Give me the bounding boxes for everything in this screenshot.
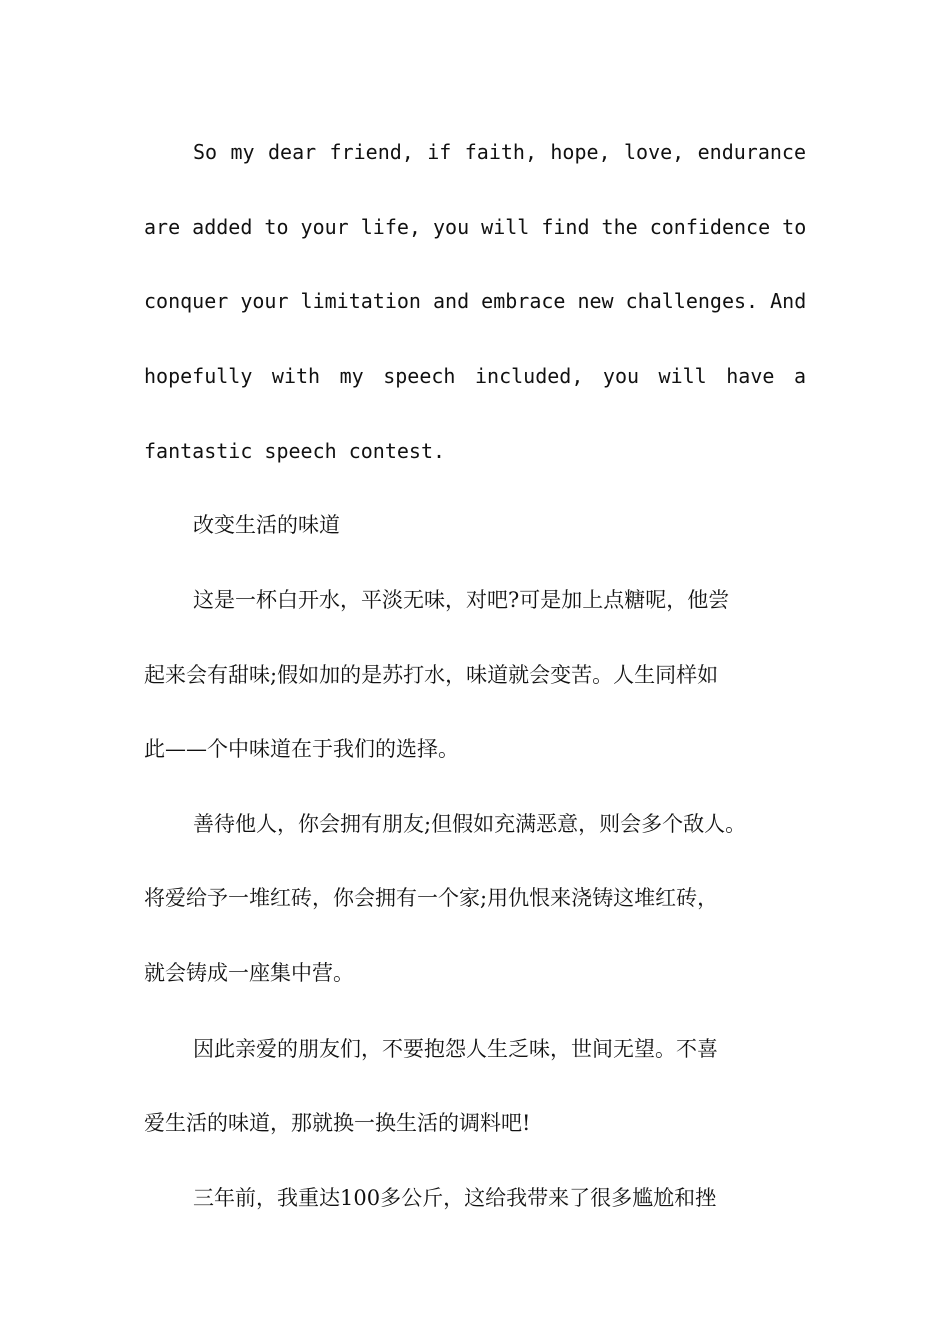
paragraph-line: are added to your life, you will find the confidence to: [144, 215, 807, 239]
paragraph-line: 因此亲爱的朋友们，不要抱怨人生乏味，世间无望。不喜: [193, 1037, 718, 1061]
paragraph-line: hopefully with my speech included, you will have a: [144, 364, 806, 388]
section-heading: 改变生活的味道: [193, 513, 340, 537]
paragraph-line: fantastic speech contest.: [144, 439, 446, 463]
paragraph-line: 将爱给予一堆红砖，你会拥有一个家;用仇恨来浇铸这堆红砖，: [144, 886, 719, 910]
paragraph-line: 此——个中味道在于我们的选择。: [144, 737, 459, 761]
paragraph-line: 爱生活的味道，那就换一换生活的调料吧!: [144, 1111, 531, 1135]
paragraph-line: 三年前，我重达100多公斤，这给我带来了很多尴尬和挫: [193, 1186, 717, 1210]
paragraph-line: 起来会有甜味;假如加的是苏打水，味道就会变苦。人生同样如: [144, 663, 719, 687]
paragraph-line: 就会铸成一座集中营。: [144, 961, 354, 985]
paragraph-line: 善待他人，你会拥有朋友;但假如充满恶意，则会多个敌人。: [193, 812, 747, 836]
paragraph-line: conquer your limitation and embrace new challenges. And: [144, 289, 807, 313]
paragraph-line: 这是一杯白开水，平淡无味，对吧?可是加上点糖呢，他尝: [193, 588, 730, 612]
paragraph-line: So my dear friend, if faith, hope, love, endurance: [193, 140, 806, 164]
